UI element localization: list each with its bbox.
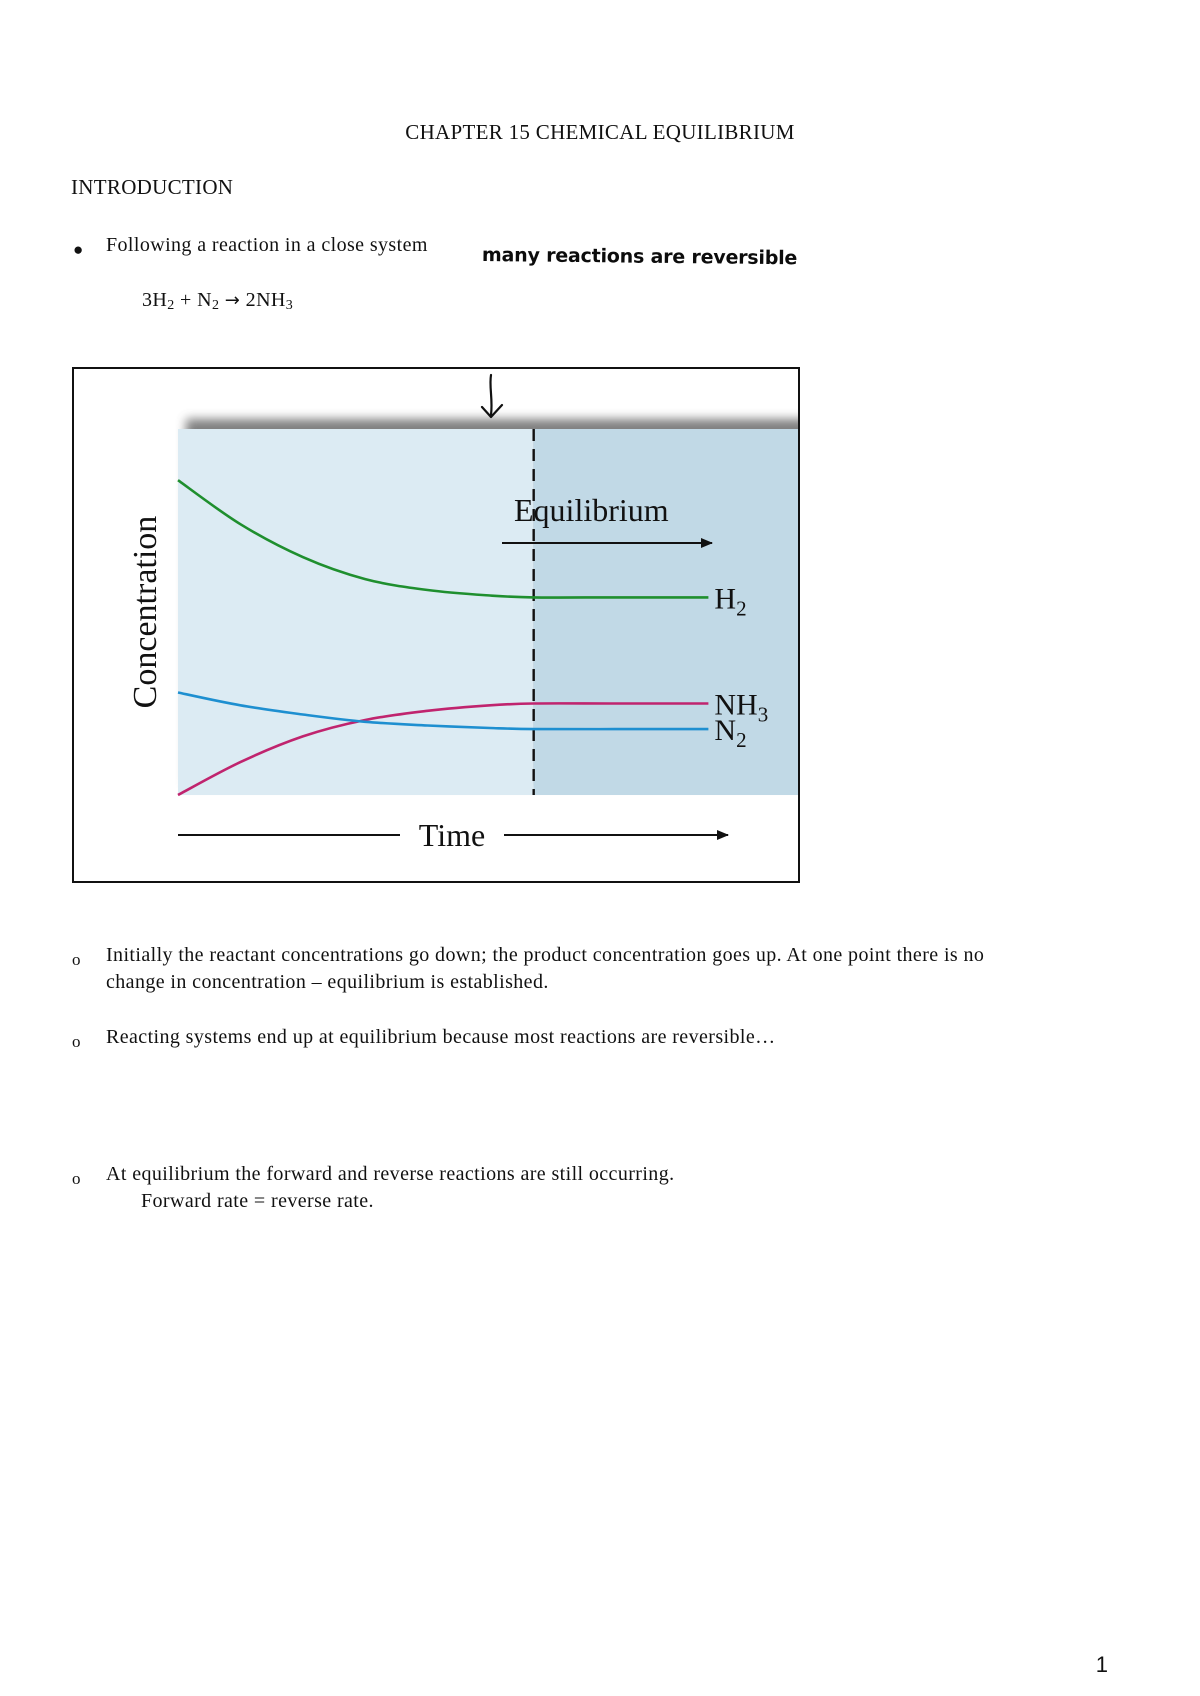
series-label-h2: $H_2$ [714, 582, 747, 621]
point-1-line-2: change in concentration – equilibrium is established. [106, 971, 549, 993]
bullet-main-text: Following a reaction in a close system [106, 234, 428, 256]
point-1-marker: o [72, 950, 81, 969]
point-3-marker: o [72, 1169, 81, 1188]
point-3-line-2: Forward rate = reverse rate. [141, 1190, 374, 1212]
handwritten-note: many reactions are reversible [481, 244, 798, 270]
reaction-equation [142, 287, 293, 314]
equation-sub-2: 2 [211, 298, 220, 313]
y-axis-label: Concentration [127, 515, 164, 709]
x-axis-label: Time [418, 817, 486, 853]
page-title: CHAPTER 15 CHEMICAL EQUILIBRIUM [405, 120, 795, 144]
point-1-line-1: Initially the reactant concentrations go down; the product concentration goes up. At one point there is no [106, 944, 985, 966]
section-heading: INTRODUCTION [71, 175, 234, 199]
page-number: 1 [1095, 1652, 1108, 1677]
figure-frame [72, 367, 800, 883]
equation-sub-3: 3 [285, 298, 294, 313]
point-2-marker: o [72, 1032, 81, 1051]
point-3-line-1: At equilibrium the forward and reverse reactions are still occurring. [106, 1163, 675, 1185]
series-label-nh3: $NH_3$ [714, 688, 769, 727]
equation-plus: + N [174, 289, 212, 311]
equilibrium-label: Equilibrium [514, 492, 669, 528]
equation-lhs-1: 3H [142, 289, 168, 311]
plot-region-equilibrium [534, 429, 798, 795]
point-2-line-1: Reacting systems end up at equilibrium because most reactions are reversible… [106, 1026, 776, 1048]
plot-region-pre-equilibrium [178, 429, 534, 795]
handwritten-down-arrow-icon [482, 375, 502, 417]
equilibrium-chart [74, 369, 798, 881]
equation-sub-1: 2 [167, 298, 175, 313]
bullet-dot-icon: ● [73, 240, 84, 259]
reaction-arrow-icon: → [224, 290, 241, 311]
series-label-n2: $N_2$ [714, 714, 747, 753]
equation-rhs: 2NH [240, 289, 286, 311]
